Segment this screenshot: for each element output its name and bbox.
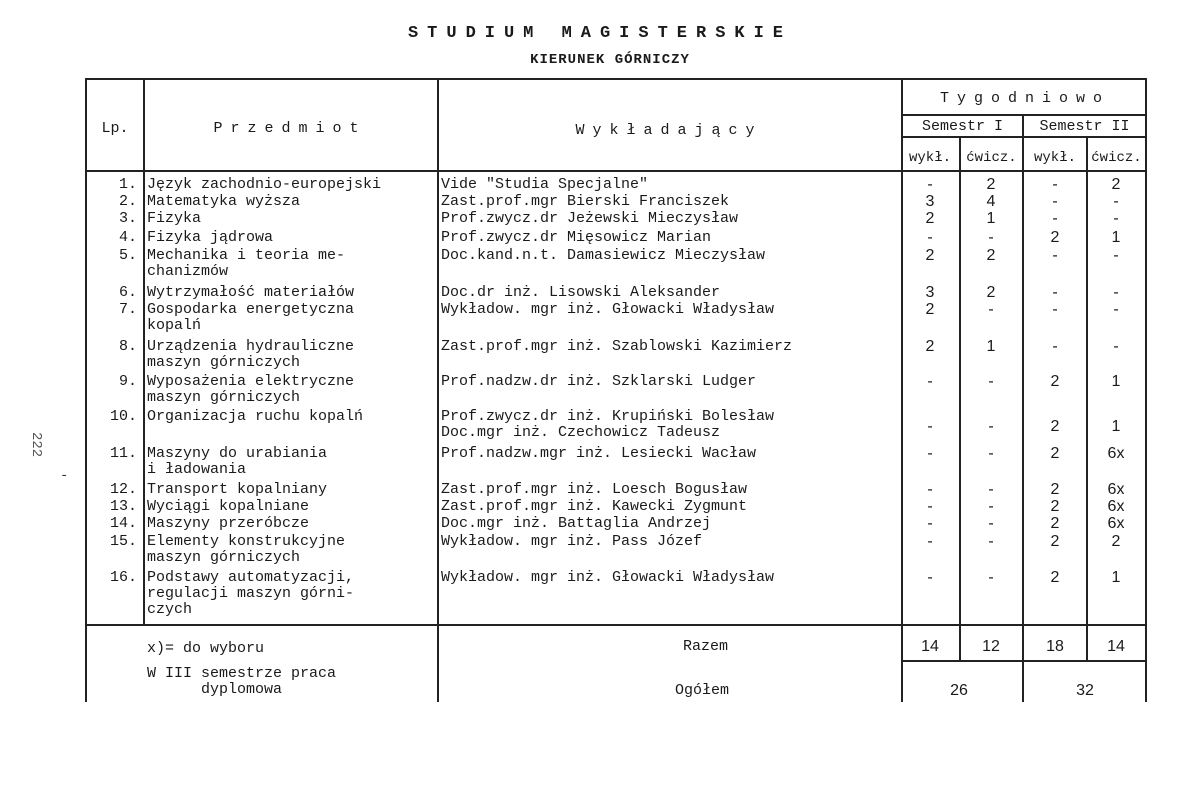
footnote-optional: x)= do wyboru	[147, 640, 265, 657]
row-s2-exercise: 1	[1111, 418, 1121, 435]
row-number: 7.	[118, 301, 137, 318]
row-s1-exercise: -	[988, 373, 994, 390]
row-number: 13.	[109, 498, 137, 515]
row-s2-lecture: -	[1052, 210, 1058, 227]
row-s1-exercise: 2	[986, 247, 996, 264]
row-s1-exercise: -	[988, 569, 994, 586]
row-s1-lecture: -	[927, 533, 933, 550]
row-s2-lecture: 2	[1050, 533, 1060, 550]
weekly-header-line	[901, 114, 1147, 116]
row-subject: Urządzenia hydrauliczne maszyn górniczych	[147, 338, 355, 371]
row-subject: Podstawy automatyzacji, regulacji maszyn górni- czych	[147, 569, 355, 618]
row-subject: Maszyny do urabiania i ładowania	[147, 445, 328, 478]
row-lecturer: Zast.prof.mgr inż. Szablowski Kazimierz	[441, 338, 793, 355]
total-s1-exercise: 12	[982, 638, 1000, 655]
row-lecturer: Zast.prof.mgr inż. Kawecki Zygmunt	[441, 498, 748, 515]
grand-total-label: Ogółem	[675, 682, 730, 699]
row-s1-exercise: -	[988, 498, 994, 515]
row-s2-lecture: 2	[1050, 373, 1060, 390]
row-number: 2.	[118, 193, 137, 210]
row-subject: Matematyka wyższa	[147, 193, 301, 210]
row-s2-exercise: 6x	[1107, 515, 1125, 532]
row-s1-lecture: 3	[925, 284, 935, 301]
row-s2-lecture: 2	[1050, 515, 1060, 532]
total-s2-lecture: 18	[1046, 638, 1064, 655]
row-s2-exercise: 6x	[1107, 445, 1125, 462]
body-bottom-line	[85, 624, 1147, 626]
document-subtitle: KIERUNEK GÓRNICZY	[530, 52, 690, 68]
row-lecturer: Doc.mgr inż. Battaglia Andrzej	[441, 515, 712, 532]
row-lecturer: Wykładow. mgr inż. Pass Józef	[441, 533, 703, 550]
row-number: 11.	[109, 445, 137, 462]
header-lp: Lp.	[101, 120, 129, 137]
row-subject: Mechanika i teoria me- chanizmów	[147, 247, 346, 280]
row-subject: Fizyka jądrowa	[147, 229, 274, 246]
row-s2-lecture: -	[1052, 247, 1058, 264]
row-subject: Język zachodnio-europejski	[147, 176, 382, 193]
curriculum-table	[85, 78, 1147, 702]
row-subject: Wytrzymałość materiałów	[147, 284, 355, 301]
row-subject: Gospodarka energetyczna kopalń	[147, 301, 355, 334]
col-divider-sem	[1022, 116, 1024, 702]
header-s1-lecture: wykł.	[908, 150, 951, 166]
header-bottom-line	[85, 170, 1147, 172]
row-s1-lecture: 2	[925, 210, 935, 227]
row-number: 14.	[109, 515, 137, 532]
row-s2-lecture: -	[1052, 338, 1058, 355]
row-s1-exercise: -	[988, 301, 994, 318]
row-s2-exercise: 6x	[1107, 481, 1125, 498]
row-subject: Organizacja ruchu kopalń	[147, 408, 364, 425]
row-number: 4.	[118, 229, 137, 246]
row-s1-exercise: -	[988, 418, 994, 435]
row-s2-lecture: 2	[1050, 445, 1060, 462]
header-s1-exercise: ćwicz.	[966, 150, 1017, 166]
row-lecturer: Prof.nadzw.dr inż. Szklarski Ludger	[441, 373, 757, 390]
totals-label: Razem	[683, 638, 729, 655]
margin-dash: -	[60, 468, 69, 484]
row-s1-lecture: -	[927, 569, 933, 586]
footnote-thesis: W III semestrze praca dyplomowa	[147, 665, 337, 698]
row-s1-lecture: 2	[925, 338, 935, 355]
row-s1-exercise: -	[988, 533, 994, 550]
row-number: 3.	[118, 210, 137, 227]
row-s1-lecture: 3	[925, 193, 935, 210]
row-s2-exercise: -	[1113, 210, 1119, 227]
header-subject: Przedmiot	[213, 120, 367, 137]
row-s1-lecture: -	[927, 498, 933, 515]
row-s2-lecture: -	[1052, 193, 1058, 210]
row-subject: Transport kopalniany	[147, 481, 328, 498]
row-number: 6.	[118, 284, 137, 301]
row-s1-exercise: -	[988, 445, 994, 462]
grand-total-s2: 32	[1076, 682, 1094, 699]
row-s2-lecture: 2	[1050, 418, 1060, 435]
row-s1-lecture: 2	[925, 301, 935, 318]
row-number: 16.	[109, 569, 137, 586]
header-weekly: Tygodniowo	[939, 90, 1110, 107]
row-lecturer: Prof.zwycz.dr Jeżewski Mieczysław	[441, 210, 739, 227]
header-lecturer: Wykładający	[575, 122, 763, 139]
row-number: 10.	[109, 408, 137, 425]
row-s2-exercise: -	[1113, 247, 1119, 264]
row-lecturer: Doc.kand.n.t. Damasiewicz Mieczysław	[441, 247, 766, 264]
row-s1-lecture: -	[927, 229, 933, 246]
row-s1-lecture: -	[927, 515, 933, 532]
row-s1-exercise: 4	[986, 193, 996, 210]
row-subject: Elementy konstrukcyjne maszyn górniczych	[147, 533, 346, 566]
row-subject: Wyposażenia elektryczne maszyn górniczych	[147, 373, 355, 406]
row-number: 9.	[118, 373, 137, 390]
row-s2-exercise: -	[1113, 284, 1119, 301]
totals-bottom-line	[901, 660, 1147, 662]
row-s2-exercise: 2	[1111, 533, 1121, 550]
row-s2-exercise: 1	[1111, 373, 1121, 390]
header-s2-exercise: ćwicz.	[1091, 150, 1142, 166]
header-semester-2: Semestr II	[1039, 118, 1130, 135]
row-number: 8.	[118, 338, 137, 355]
row-s2-exercise: 1	[1111, 229, 1121, 246]
row-number: 12.	[109, 481, 137, 498]
total-s1-lecture: 14	[921, 638, 939, 655]
row-s2-exercise: -	[1113, 338, 1119, 355]
row-number: 5.	[118, 247, 137, 264]
row-s2-lecture: 2	[1050, 569, 1060, 586]
semester-header-line	[901, 136, 1147, 138]
row-lecturer: Prof.zwycz.dr Mięsowicz Marian	[441, 229, 712, 246]
row-s1-exercise: 2	[986, 284, 996, 301]
row-s1-exercise: 1	[986, 338, 996, 355]
row-s2-lecture: -	[1052, 301, 1058, 318]
row-s2-exercise: -	[1113, 193, 1119, 210]
col-divider-lp	[143, 78, 145, 624]
row-lecturer: Wykładow. mgr inż. Głowacki Władysław	[441, 569, 775, 586]
row-s2-exercise: -	[1113, 301, 1119, 318]
row-s1-lecture: -	[927, 418, 933, 435]
row-s1-exercise: -	[988, 229, 994, 246]
row-s1-exercise: -	[988, 481, 994, 498]
row-number: 1.	[118, 176, 137, 193]
row-s2-lecture: -	[1052, 284, 1058, 301]
row-s2-exercise: 6x	[1107, 498, 1125, 515]
row-lecturer: Wykładow. mgr inż. Głowacki Władysław	[441, 301, 775, 318]
header-semester-1: Semestr I	[921, 118, 1003, 135]
row-s2-lecture: 2	[1050, 498, 1060, 515]
row-lecturer: Prof.nadzw.mgr inż. Lesiecki Wacław	[441, 445, 757, 462]
col-divider-s1	[959, 138, 961, 660]
row-s1-lecture: -	[927, 373, 933, 390]
grand-total-s1: 26	[950, 682, 968, 699]
header-s2-lecture: wykł.	[1033, 150, 1076, 166]
row-s1-exercise: 2	[986, 176, 996, 193]
row-s2-lecture: 2	[1050, 481, 1060, 498]
row-s1-lecture: -	[927, 176, 933, 193]
row-number: 15.	[109, 533, 137, 550]
row-s2-lecture: 2	[1050, 229, 1060, 246]
total-s2-exercise: 14	[1107, 638, 1125, 655]
document-title: STUDIUM MAGISTERSKIE	[407, 24, 793, 43]
row-s2-exercise: 1	[1111, 569, 1121, 586]
row-lecturer: Prof.zwycz.dr inż. Krupiński Bolesław Doc.mgr inż. Czechowicz Tadeusz	[441, 408, 775, 441]
row-s2-exercise: 2	[1111, 176, 1121, 193]
row-s1-exercise: 1	[986, 210, 996, 227]
row-subject: Wyciągi kopalniane	[147, 498, 310, 515]
row-s1-exercise: -	[988, 515, 994, 532]
row-lecturer: Doc.dr inż. Lisowski Aleksander	[441, 284, 721, 301]
margin-page-number: 222	[28, 432, 44, 458]
row-subject: Fizyka	[147, 210, 202, 227]
table-border-top	[85, 78, 1147, 80]
row-lecturer: Zast.prof.mgr Bierski Franciszek	[441, 193, 730, 210]
row-s1-lecture: -	[927, 445, 933, 462]
row-s1-lecture: -	[927, 481, 933, 498]
row-s2-lecture: -	[1052, 176, 1058, 193]
row-lecturer: Zast.prof.mgr inż. Loesch Bogusław	[441, 481, 748, 498]
row-lecturer: Vide "Studia Specjalne"	[441, 176, 649, 193]
row-subject: Maszyny przeróbcze	[147, 515, 310, 532]
row-s1-lecture: 2	[925, 247, 935, 264]
